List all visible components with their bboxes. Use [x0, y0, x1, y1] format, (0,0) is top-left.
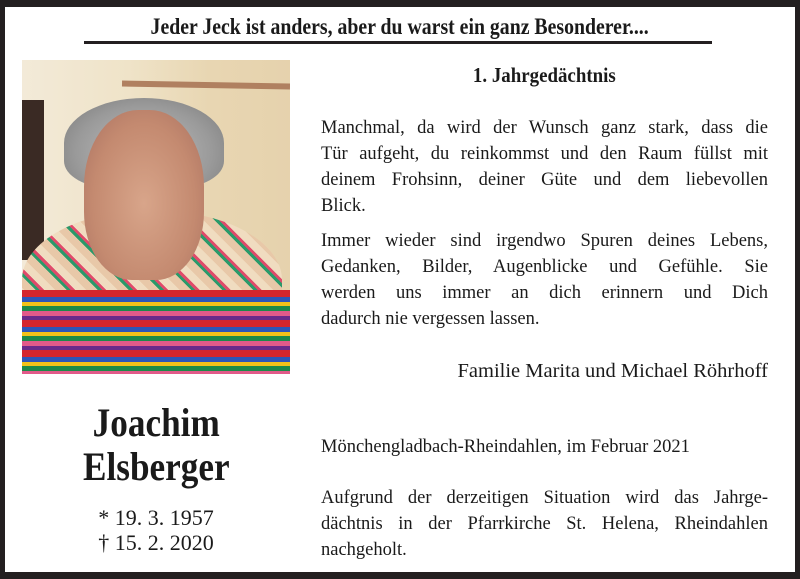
paragraph-1 [321, 115, 768, 219]
text-line: Gedanken, Bilder, Augenblicke und Gefühle. Sie [321, 257, 768, 277]
last-name [22, 445, 290, 489]
subtitle-text: 1. Jahrgedächtnis [473, 63, 616, 87]
paragraph-3 [321, 485, 768, 563]
first-name [22, 401, 290, 445]
text-line: deinem Frohsinn, deiner Güte und dem liebevollen [321, 170, 768, 190]
last-name-text: Elsberger [82, 444, 230, 489]
text-line: Tür aufgeht, du reinkommst und den Raum füllst mit [321, 144, 768, 164]
family-signature: Familie Marita und Michael Röhrhoff [457, 360, 768, 382]
text-line: dadurch nie vergessen lassen. [321, 309, 540, 329]
place-date: Mönchengladbach-Rheindahlen, im Februar 2021 [321, 437, 690, 457]
text-line: Immer wieder sind irgendwo Spuren deines Lebens, [321, 231, 768, 251]
headline-underline [84, 41, 712, 44]
birth-date: * 19. 3. 1957 [98, 505, 214, 530]
headline [0, 14, 800, 40]
text-line: dächtnis in der Pfarrkirche St. Helena, Rheindahlen [321, 514, 768, 534]
photo-background-shadow [22, 100, 44, 260]
text-line: Aufgrund der derzeitigen Situation wird das Jahrge- [321, 488, 768, 508]
text-line: Manchmal, da wird der Wunsch ganz stark, dass die [321, 118, 768, 138]
photo-curtain-stripe [122, 81, 290, 90]
text-line: werden uns immer an dich erinnern und Dich [321, 283, 768, 303]
photo-face [84, 110, 204, 280]
photo-poncho [22, 290, 290, 374]
subtitle [321, 63, 768, 88]
paragraph-2 [321, 228, 768, 332]
first-name-text: Joachim [92, 400, 220, 445]
death-date: † 15. 2. 2020 [98, 530, 214, 555]
text-line: Blick. [321, 196, 366, 216]
portrait-photo [22, 60, 290, 374]
headline-text: Jeder Jeck ist anders, aber du warst ein ganz Besonderer.... [150, 14, 650, 39]
text-line: nachgeholt. [321, 540, 407, 560]
